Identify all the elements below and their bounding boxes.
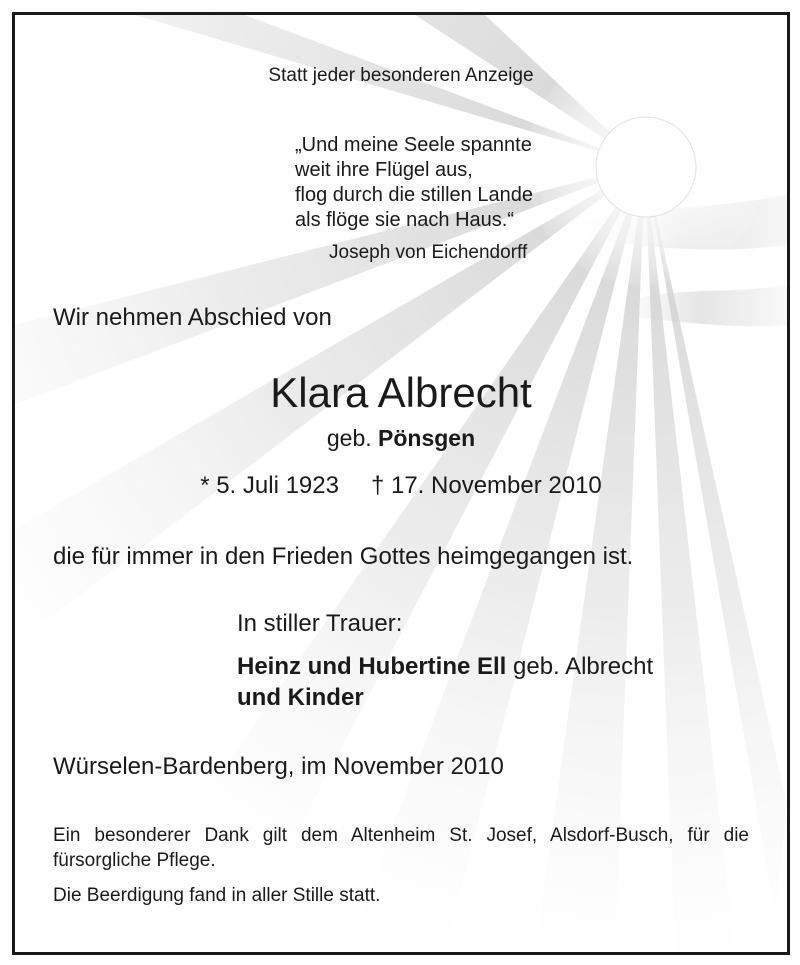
life-dates — [15, 472, 787, 500]
family-maiden: geb. Albrecht — [513, 653, 654, 680]
maiden-name-line — [15, 425, 787, 452]
body-text: die für immer in den Frieden Gottes heimgegangen ist. — [53, 543, 634, 570]
death-date: † 17. November 2010 — [370, 472, 602, 499]
poem-line: als flöge sie nach Haus.“ — [295, 209, 515, 231]
sorrow-label: In stiller Trauer: — [237, 610, 403, 637]
family-names: Heinz und Hubertine Ell — [237, 653, 507, 680]
family-children: und Kinder — [237, 684, 364, 711]
birth-date: * 5. Juli 1923 — [200, 472, 339, 499]
poem-line: flog durch die stillen Lande — [295, 184, 533, 206]
maiden-prefix: geb. — [326, 425, 372, 451]
thanks-text: Ein besonderer Dank gilt dem Altenheim St. Josef, Alsdorf-Busch, für die fürsorgliche Pflege. — [53, 825, 749, 871]
obituary-frame — [12, 12, 790, 955]
burial-text: Die Beerdigung fand in aller Stille statt. — [53, 885, 381, 906]
family-mourners — [237, 651, 653, 713]
intro-text: Wir nehmen Abschied von — [53, 304, 332, 331]
poem — [295, 133, 533, 233]
maiden-name: Pönsgen — [378, 425, 476, 451]
poem-line: „Und meine Seele spannte — [295, 134, 532, 156]
poem-author: Joseph von Eichendorff — [329, 242, 528, 263]
place-date: Würselen-Bardenberg, im November 2010 — [53, 753, 504, 780]
header-notice: Statt jeder besonderen Anzeige — [268, 65, 534, 86]
deceased-name: Klara Albrecht — [270, 369, 532, 416]
poem-line: weit ihre Flügel aus, — [295, 159, 473, 181]
